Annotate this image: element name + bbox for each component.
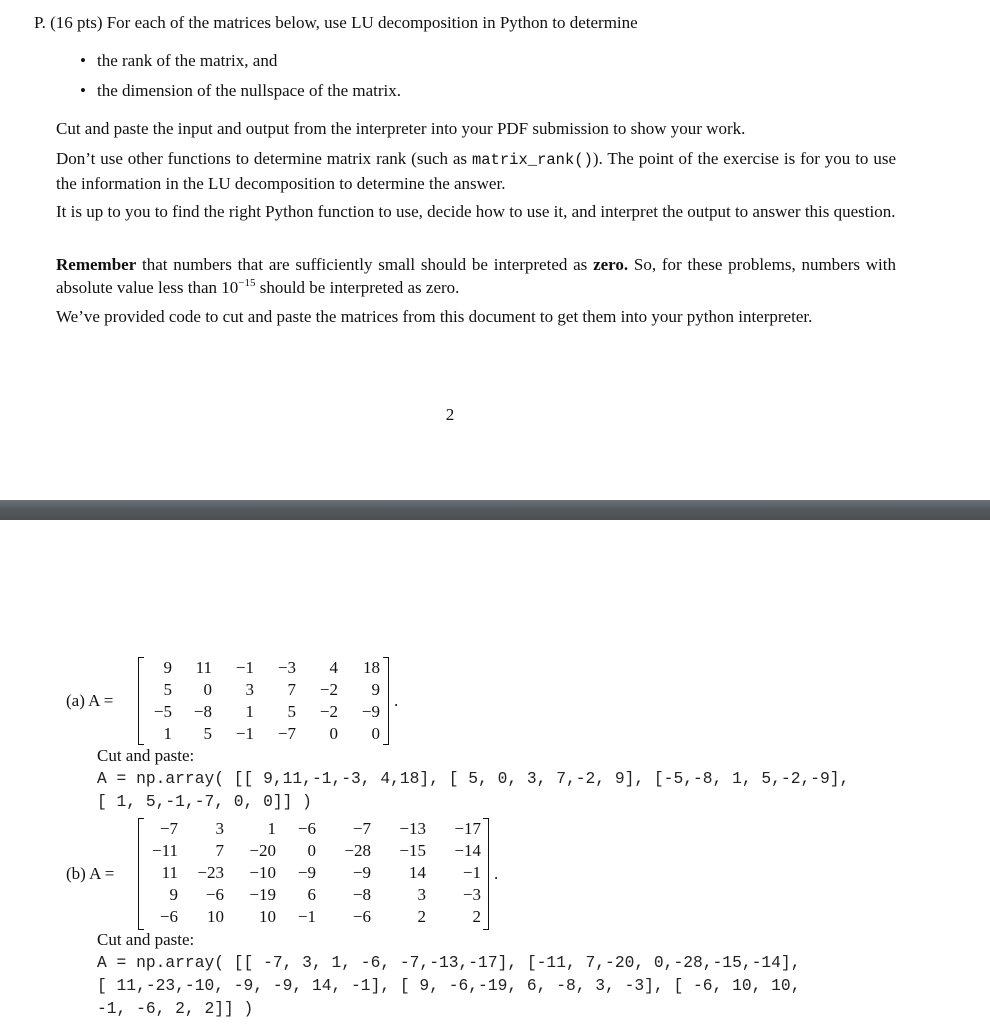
remember-text-1: that numbers that are sufficiently small should be interpreted as (136, 255, 594, 274)
matrix-cell: −11 (152, 841, 178, 860)
matrix-cell: 0 (329, 724, 338, 743)
matrix-cell: −14 (454, 841, 481, 860)
matrix-cell: −17 (454, 819, 481, 838)
matrix-row (144, 840, 481, 862)
page-number: 2 (445, 405, 455, 424)
remember-bold: Remember (56, 255, 137, 274)
matrix-a-code-line-2: [ 1, 5,-1,-7, 0, 0]] ) (97, 792, 312, 811)
bullet-text: the dimension of the nullspace of the matrix. (97, 81, 402, 100)
bullet-dot-icon: • (80, 81, 86, 100)
matrix-b-code-line-1: A = np.array( [[ -7, 3, 1, -6, -7,-13,-17], [-11, 7,-20, 0,-28,-15,-14], (97, 953, 801, 972)
matrix-cell: 7 (287, 680, 296, 699)
matrix-cell: 9 (371, 680, 380, 699)
matrix-cell: 1 (163, 724, 172, 743)
matrix-row (146, 657, 380, 679)
matrix-cell: −6 (205, 885, 224, 904)
para-provided-code: We’ve provided code to cut and paste the matrices from this document to get them into your python interpreter. (56, 307, 813, 326)
matrix-b-period: . (494, 864, 499, 883)
matrix-cell: 1 (245, 702, 254, 721)
matrix-cell: −7 (352, 819, 371, 838)
matrix-cell: −8 (193, 702, 212, 721)
remember-zero-bold: zero. (593, 255, 629, 274)
matrix-cell: −9 (297, 863, 316, 882)
matrix-cell: 3 (417, 885, 426, 904)
matrix-cell: −15 (399, 841, 426, 860)
para-dont-text-1: Don’t use other functions to determine matrix rank (such as (56, 149, 472, 168)
matrix-cell: 11 (161, 863, 178, 882)
matrix-a (138, 655, 390, 747)
matrix-a-code-line-1: A = np.array( [[ 9,11,-1,-3, 4,18], [ 5, 0, 3, 7,-2, 9], [-5,-8, 1, 5,-2,-9], (97, 769, 850, 788)
matrix-cell: −20 (249, 841, 276, 860)
matrix-b-label: (b) A = (66, 864, 115, 883)
bullet-text: the rank of the matrix, and (97, 51, 278, 70)
matrix-cell: 0 (307, 841, 316, 860)
matrix-cell: −7 (159, 819, 178, 838)
matrix-cell: −1 (297, 907, 316, 926)
problem-heading: P. (16 pts) For each of the matrices below, use LU decomposition in Python to determine (34, 13, 638, 32)
matrix-a-left-bracket (138, 657, 144, 745)
bullet-dot-icon: • (80, 51, 86, 70)
matrix-cell: −13 (399, 819, 426, 838)
matrix-cell: −5 (153, 702, 172, 721)
matrix-cell: 14 (409, 863, 426, 882)
matrix-cell: −6 (352, 907, 371, 926)
matrix-cell: −9 (352, 863, 371, 882)
matrix-cell: 3 (245, 680, 254, 699)
matrix-row (144, 862, 481, 884)
matrix-a-right-bracket (383, 657, 389, 745)
matrix-cell: −6 (159, 907, 178, 926)
matrix-row (146, 701, 380, 723)
matrix-cell: −23 (197, 863, 224, 882)
matrix-cell: 10 (207, 907, 224, 926)
para-cut-paste: Cut and paste the input and output from the interpreter into your PDF submission to show your work. (56, 119, 746, 138)
matrix-cell: 0 (371, 724, 380, 743)
matrix-row (146, 679, 380, 701)
matrix-cell: 3 (215, 819, 224, 838)
matrix-cell: −7 (277, 724, 296, 743)
matrix-cell: 5 (163, 680, 172, 699)
matrix-cell: −1 (235, 724, 254, 743)
matrix-b-code-line-3: -1, -6, 2, 2]] ) (97, 999, 254, 1018)
matrix-cell: 9 (163, 658, 172, 677)
matrix-b-code-line-2: [ 11,-23,-10, -9, -9, 14, -1], [ 9, -6,-19, 6, -8, 3, -3], [ -6, 10, 10, (97, 976, 801, 995)
matrix-cell: 0 (203, 680, 212, 699)
matrix-cell: −9 (361, 702, 380, 721)
bullet-nullspace (80, 80, 401, 102)
matrix-cell: −10 (249, 863, 276, 882)
page-divider (0, 500, 990, 520)
matrix-cell: 2 (417, 907, 426, 926)
remember-text-3: should be interpreted as zero. (255, 278, 460, 297)
matrix-cell: 2 (472, 907, 481, 926)
matrix-cell: 5 (203, 724, 212, 743)
matrix-cell: 18 (363, 658, 380, 677)
matrix-cell: 11 (195, 658, 212, 677)
matrix-cell: −1 (235, 658, 254, 677)
matrix-cell: −3 (462, 885, 481, 904)
matrix-cell: 7 (215, 841, 224, 860)
matrix-cell: 1 (267, 819, 276, 838)
remember-exponent: −15 (238, 277, 256, 289)
matrix-row (146, 723, 380, 745)
remember-text-2: So, for these problems, numbers with absolute value less than 10 (56, 255, 896, 297)
matrix-cell: −1 (462, 863, 481, 882)
matrix-row (144, 818, 481, 840)
matrix-cell: −19 (249, 885, 276, 904)
matrix-cell: 4 (329, 658, 338, 677)
matrix-cell: 5 (287, 702, 296, 721)
matrix-b-cut-paste-label: Cut and paste: (97, 930, 195, 949)
matrix-a-label: (a) A = (66, 691, 114, 710)
matrix-cell: −2 (319, 680, 338, 699)
matrix-a-cut-paste-label: Cut and paste: (97, 746, 195, 765)
document-page-bottom (0, 520, 990, 1032)
para-remember (56, 253, 896, 299)
matrix-b-right-bracket (483, 818, 489, 930)
matrix-cell: 9 (169, 885, 178, 904)
matrix-b (138, 816, 494, 932)
matrix-cell: 6 (307, 885, 316, 904)
bullet-rank (80, 50, 277, 72)
matrix-a-period: . (394, 691, 399, 710)
matrix-cell: −28 (344, 841, 371, 860)
matrix-cell: −2 (319, 702, 338, 721)
matrix-row (144, 906, 481, 928)
matrix-cell: −3 (277, 658, 296, 677)
matrix-cell: 10 (259, 907, 276, 926)
matrix-cell: −8 (352, 885, 371, 904)
inline-code-matrix-rank: matrix_rank() (471, 151, 593, 169)
para-up-to-you: It is up to you to find the right Python function to use, decide how to use it, and interpret the output to answer this question. (56, 202, 896, 221)
matrix-b-table (144, 818, 481, 928)
matrix-row (144, 884, 481, 906)
para-dont-text-2: ). The point of the exercise is for you to use the information in the LU decomposition to determine the answer. (56, 149, 896, 193)
document-page-top (0, 0, 990, 500)
para-dont-use (56, 147, 896, 195)
matrix-cell: −6 (297, 819, 316, 838)
matrix-a-table (146, 657, 380, 745)
